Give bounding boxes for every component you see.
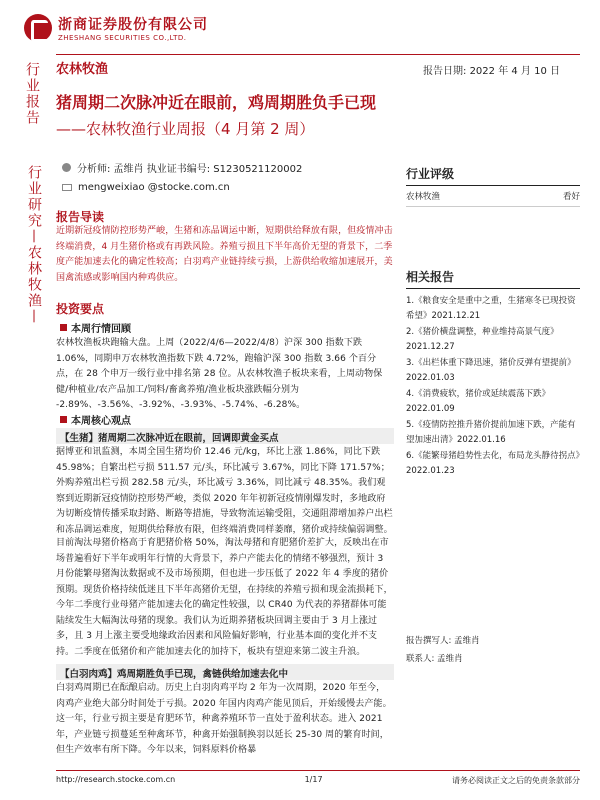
related-reports bbox=[406, 268, 580, 480]
review-title: 本周行情回顾 bbox=[71, 324, 131, 335]
related-item[interactable]: 5.《疫情防控推升猪价提前加速下跌，产能有望加速出清》2022.01.16 bbox=[406, 420, 576, 445]
pig-text-1: 据博亚和讯监测，本周全国生猪均价 12.46 元/kg，环比上涨 1.86%，同比下跌 45.98%；自繁出栏亏损 511.57 元/头，环比减亏 3.67%，同比下降 171.57%；外购养殖出栏亏损 282.58 元/头，环比减亏 3.36%，同比减亏 48.35%。我们观察到近期新冠疫情防控形势严峻，类似 2020 年年初新冠疫情刚爆发时，多地政府为切断疫情传播采取封路、断路等措施，导致物流运输受阻，交通阻滞增加养户出栏和冻品调运难度，短期供给释放有限，但终端消费同样萎靡，猪价或持续偏弱调整。 bbox=[56, 447, 393, 535]
rating-value: 看好 bbox=[562, 192, 580, 202]
guide-text: 近期新冠疫情防控形势严峻，生猪和冻品调运中断，短期供给释放有限，但疫情冲击终端消费，4 月生猪价格或有再跌风险。养殖亏损且下半年高价无望的背景下，二季度产能加速去化的确定性较高；白羽鸡产业链持续亏损，上游供给收缩加速展开，美国禽流感或影响国内种鸡供应。 bbox=[56, 226, 393, 283]
rating-row bbox=[406, 186, 580, 207]
contact-writer: 报告撰写人: 孟维肖 bbox=[406, 636, 480, 646]
square-bullet-icon bbox=[60, 416, 67, 423]
chicken-text: 白羽鸡周期已在酝酿启动。历史上白羽肉鸡平均 2 年为一次周期，2020 年至今，肉鸡产业绝大部分时间处于亏损。2020 年国内肉鸡产能见顶后，开始缓慢去产能。这一年，行业亏损主要是育肥环节，种禽养殖环节一直处于盈利状态。进入 2021 年，产业链亏损蔓延至种禽环节，种禽开始强制换羽以延长 25-30 周的繁育时间，但生产效率有所下降。今年以来，饲料原料价格暴 bbox=[56, 683, 392, 755]
rating-title: 行业评级 bbox=[406, 165, 580, 186]
related-title: 相关报告 bbox=[406, 268, 580, 289]
analyst-email bbox=[62, 182, 230, 193]
review-text: 农林牧渔板块跑输大盘。上周（2022/4/6—2022/4/8）沪深 300 指数下跌 1.06%，同期申万农林牧渔指数下跌 4.72%，跑输沪深 300 指数 3.66 个百分点，在 28 个申万一级行业中排名第 28 位。从农林牧渔子板块来看，上周动物保健/种植业/农产品加工/饲料/畜禽养殖/渔业板块涨跌幅分别为 -2.89%、-3.56%、-3.92%、-3.93%、-5.74%、-6.28%。 bbox=[56, 338, 383, 410]
side-label-bottom: 行业研究—农林牧渔— bbox=[26, 165, 42, 325]
related-item[interactable]: 3.《出栏体重下降迅速，猪价反弹有望提前》2022.01.03 bbox=[406, 358, 576, 383]
report-subtitle: ——农林牧渔行业周报（4 月第 2 周） bbox=[56, 120, 315, 138]
related-item[interactable]: 6.《能繁母猪趋势性去化，布局龙头静待拐点》2022.01.23 bbox=[406, 451, 580, 476]
sector-label: 农林牧渔 bbox=[56, 62, 109, 77]
square-bullet-icon bbox=[60, 324, 67, 331]
company-name-en: ZHESHANG SECURITIES CO.,LTD. bbox=[58, 34, 187, 42]
mail-icon bbox=[62, 184, 72, 191]
contact-box bbox=[406, 632, 580, 668]
footer-url[interactable]: http://research.stocke.com.cn bbox=[56, 775, 176, 784]
header-divider bbox=[56, 54, 580, 55]
company-logo bbox=[24, 14, 208, 42]
email-text[interactable]: mengweixiao @stocke.com.cn bbox=[78, 182, 230, 193]
review-heading bbox=[60, 320, 131, 335]
rating-box bbox=[406, 165, 580, 207]
person-icon bbox=[62, 163, 71, 172]
report-title: 猪周期二次脉冲近在眼前，鸡周期胜负手已现 bbox=[56, 93, 377, 112]
report-date: 报告日期: 2022 年 4 月 10 日 bbox=[423, 66, 560, 77]
guide-heading: 报告导读 bbox=[56, 210, 105, 224]
rating-industry: 农林牧渔 bbox=[406, 192, 441, 202]
pig-text-2: 目前淘汰母猪价格高于育肥猪价格 50%，淘汰母猪和育肥猪价差扩大，反映出在市场普遍看好下半年或明年行情的大背景下，养户产能去化的情绪不够强烈，预计 3 月份能繁母猪淘汰数据或不及市场预期，但也进一步压低了 2022 年 4 季度的猪价预期。现货价格持续低迷且下半年高猪价无望，在持续的养殖亏损和现金流损耗下，今年二季度行业母猪产能加速去化的确定性较强，以 CR40 为代表的养猪群体可能陆续发生大幅淘汰母猪的现象。我们认为近期养猪板块回调主要由于 3 月上涨过多，且 3 月上涨主要受地缘政治因素和风险偏好影响，行业基本面的变化并不支持。二季度在低猪价和产能加速去化的加持下，板块有望迎来第二波主升浪。 bbox=[56, 538, 393, 657]
related-item[interactable]: 4.《消费疲软，猪价或延续震荡下跌》2022.01.09 bbox=[406, 389, 551, 414]
chicken-highlight: 【白羽肉鸡】鸡周期胜负手已现，禽链供给加速去化中 bbox=[56, 664, 394, 680]
contact-person: 联系人: 孟维肖 bbox=[406, 654, 463, 664]
side-label-top: 行业报告 bbox=[24, 62, 40, 126]
analyst-info bbox=[62, 160, 302, 175]
related-item[interactable]: 1.《粮食安全是重中之重，生猪寒冬已现投资希望》2021.12.21 bbox=[406, 296, 576, 321]
related-item[interactable]: 2.《猪价横盘调整，种业维持高景气度》2021.12.27 bbox=[406, 327, 559, 352]
footer-page: 1/17 bbox=[304, 775, 323, 784]
pig-highlight: 【生猪】猪周期二次脉冲近在眼前，回调即黄金买点 bbox=[56, 428, 394, 444]
company-name-cn: 浙商证券股份有限公司 bbox=[58, 17, 208, 33]
analyst-line: 分析师: 孟维肖 执业证书编号: S1230521120002 bbox=[77, 164, 303, 175]
logo-icon bbox=[24, 14, 52, 42]
footer bbox=[56, 770, 580, 786]
related-list bbox=[406, 289, 580, 478]
view-heading bbox=[60, 412, 131, 427]
invest-heading: 投资要点 bbox=[56, 302, 105, 316]
footer-disclaimer: 请务必阅读正文之后的免责条款部分 bbox=[451, 776, 580, 785]
view-title: 本周核心观点 bbox=[71, 416, 131, 427]
